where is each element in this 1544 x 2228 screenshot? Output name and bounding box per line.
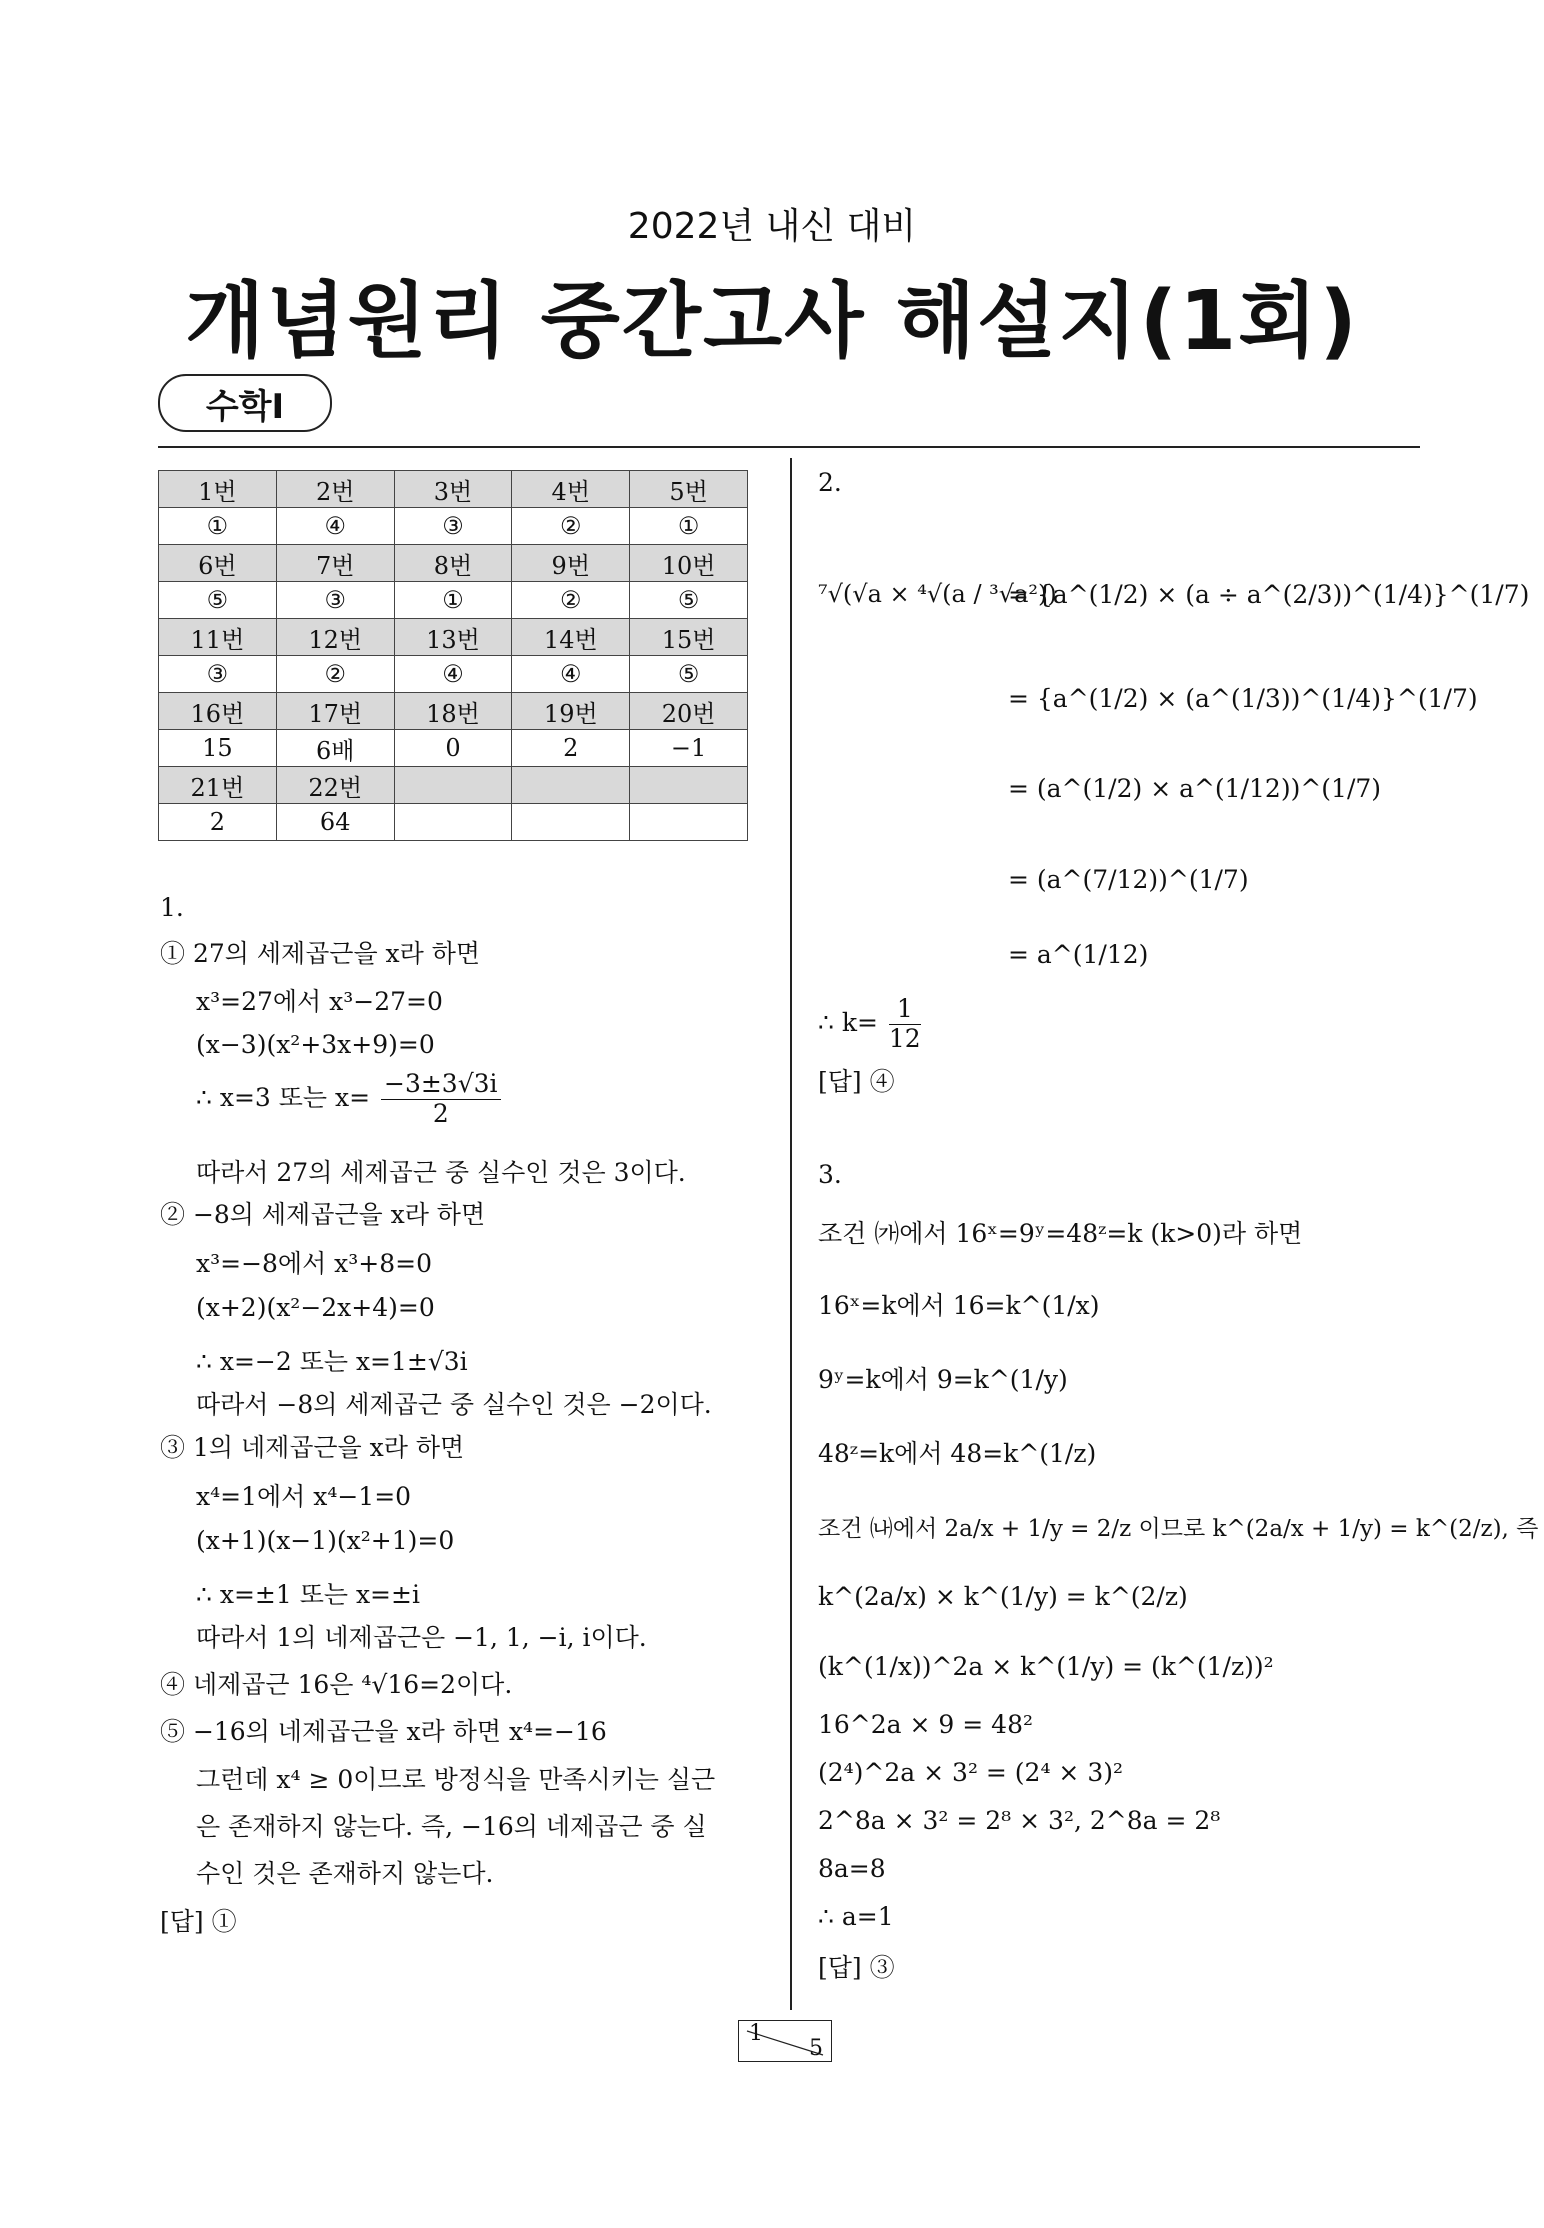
question-number-cell: 19번 — [512, 693, 630, 730]
answer-cell: ② — [512, 508, 630, 545]
answer-cell: −1 — [630, 730, 748, 767]
question-number-cell: 20번 — [630, 693, 748, 730]
sol2-k-fraction — [889, 995, 921, 1054]
question-number-cell: 7번 — [276, 545, 394, 582]
answer-table-header-row — [159, 619, 748, 656]
sol2-k-denominator: 12 — [888, 1023, 921, 1053]
sol1-step2-eq3: ∴ x=−2 또는 x=1±√3i — [196, 1347, 468, 1376]
header-divider — [158, 446, 1420, 448]
question-number-cell: 13번 — [394, 619, 512, 656]
sol1-step1-eq3 — [196, 1070, 504, 1129]
exam-supertitle: 2022년 내신 대비 — [627, 206, 917, 247]
answer-cell: ② — [276, 656, 394, 693]
page-number: 1 — [749, 2021, 763, 2046]
sol1-step3-eq2: (x+1)(x−1)(x²+1)=0 — [196, 1526, 455, 1555]
answer-cell: ⑤ — [630, 656, 748, 693]
page-total: 5 — [809, 2036, 823, 2061]
question-number-cell: 21번 — [159, 767, 277, 804]
sol3-answer: [답] ③ — [818, 1953, 895, 1982]
question-number-cell: 2번 — [276, 471, 394, 508]
answer-cell — [394, 804, 512, 841]
sol1-step5-head: ⑤ −16의 네제곱근을 x라 하면 x⁴=−16 — [160, 1717, 607, 1746]
sol3-line5: 조건 ㈏에서 2a/x + 1/y = 2/z 이므로 k^(2a/x + 1/y) = k^(2/z), 즉 — [818, 1516, 1539, 1542]
solution-3-number: 3. — [818, 1160, 842, 1189]
question-number-cell: 17번 — [276, 693, 394, 730]
answer-table — [158, 470, 748, 841]
answer-table-header-row — [159, 693, 748, 730]
answer-cell: 2 — [159, 804, 277, 841]
sol1-step2-eq2: (x+2)(x²−2x+4)=0 — [196, 1293, 435, 1322]
question-number-cell: 16번 — [159, 693, 277, 730]
answer-cell: 0 — [394, 730, 512, 767]
sol3-line12: ∴ a=1 — [818, 1902, 894, 1931]
sol1-step3-head: ③ 1의 네제곱근을 x라 하면 — [160, 1433, 465, 1462]
sol1-step2-head: ② −8의 세제곱근을 x라 하면 — [160, 1200, 486, 1229]
sol1-step3-conclusion: 따라서 1의 네제곱근은 −1, 1, −i, i이다. — [196, 1623, 647, 1652]
question-number-cell: 14번 — [512, 619, 630, 656]
answer-cell: ④ — [276, 508, 394, 545]
sol1-answer: [답] ① — [160, 1907, 237, 1936]
answer-cell — [512, 804, 630, 841]
sol1-step3-eq3: ∴ x=±1 또는 x=±i — [196, 1580, 420, 1609]
answer-table-answer-row — [159, 656, 748, 693]
question-number-cell: 12번 — [276, 619, 394, 656]
answer-table-answer-row — [159, 508, 748, 545]
solution-1-number: 1. — [160, 893, 184, 922]
question-number-cell: 10번 — [630, 545, 748, 582]
page-title: 개념원리 중간고사 해설지(1회) — [185, 274, 1359, 369]
answer-cell: ④ — [394, 656, 512, 693]
question-number-cell: 9번 — [512, 545, 630, 582]
sol1-step1-head: ① 27의 세제곱근을 x라 하면 — [160, 939, 481, 968]
sol1-eq3-numerator: −3±3√3i — [381, 1070, 501, 1100]
question-number-cell: 15번 — [630, 619, 748, 656]
answer-cell: ③ — [276, 582, 394, 619]
sol3-line10: 2^8a × 3² = 2⁸ × 3², 2^8a = 2⁸ — [818, 1806, 1221, 1835]
question-number-cell: 18번 — [394, 693, 512, 730]
column-divider — [790, 458, 792, 2010]
sol1-step1-eq1: x³=27에서 x³−27=0 — [196, 987, 443, 1016]
question-number-cell: 1번 — [159, 471, 277, 508]
answer-cell: 6배 — [276, 730, 394, 767]
sol1-step3-eq1: x⁴=1에서 x⁴−1=0 — [196, 1482, 412, 1511]
sol1-step5-line3: 수인 것은 존재하지 않는다. — [196, 1859, 494, 1888]
answer-table-answer-row — [159, 804, 748, 841]
page-indicator — [738, 2020, 832, 2062]
sol1-eq3-fraction — [381, 1070, 501, 1129]
sol3-line8: 16^2a × 9 = 48² — [818, 1710, 1033, 1739]
answer-cell: ② — [512, 582, 630, 619]
question-number-cell: 4번 — [512, 471, 630, 508]
answer-table-answer-row — [159, 730, 748, 767]
sol2-step1: = {a^(1/2) × (a ÷ a^(2/3))^(1/4)}^(1/7) — [1008, 580, 1530, 609]
sol2-step3: = (a^(1/2) × a^(1/12))^(1/7) — [1008, 774, 1382, 803]
answer-cell: ③ — [394, 508, 512, 545]
question-number-cell: 8번 — [394, 545, 512, 582]
sol2-lhs: ⁷√(√a × ⁴√(a / ³√a²)) — [818, 580, 1057, 608]
answer-cell — [630, 804, 748, 841]
sol3-line7: (k^(1/x))^2a × k^(1/y) = (k^(1/z))² — [818, 1652, 1274, 1681]
sol3-line4: 48ᶻ=k에서 48=k^(1/z) — [818, 1439, 1097, 1468]
sol2-k-numerator: 1 — [889, 995, 921, 1025]
sol2-k-prefix: ∴ k= — [818, 1007, 878, 1037]
sol3-line2: 16ˣ=k에서 16=k^(1/x) — [818, 1291, 1100, 1320]
sol1-eq3-prefix: ∴ x=3 또는 x= — [196, 1082, 371, 1112]
question-number-cell — [394, 767, 512, 804]
question-number-cell: 11번 — [159, 619, 277, 656]
answer-cell: ① — [394, 582, 512, 619]
answer-table-answer-row — [159, 582, 748, 619]
answer-cell: ① — [630, 508, 748, 545]
answer-cell: 64 — [276, 804, 394, 841]
question-number-cell — [630, 767, 748, 804]
question-number-cell: 3번 — [394, 471, 512, 508]
sol3-line6: k^(2a/x) × k^(1/y) = k^(2/z) — [818, 1582, 1188, 1611]
sol1-eq3-denominator: 2 — [432, 1098, 449, 1128]
solution-2-number: 2. — [818, 468, 842, 497]
sol1-step4: ④ 네제곱근 16은 ⁴√16=2이다. — [160, 1670, 513, 1699]
sol2-step5: = a^(1/12) — [1008, 940, 1149, 969]
answer-cell: ④ — [512, 656, 630, 693]
question-number-cell — [512, 767, 630, 804]
sol3-line11: 8a=8 — [818, 1854, 886, 1883]
answer-cell: ① — [159, 508, 277, 545]
sol1-step2-eq1: x³=−8에서 x³+8=0 — [196, 1249, 432, 1278]
sol2-k-result — [818, 995, 924, 1054]
answer-table-header-row — [159, 471, 748, 508]
subject-badge: 수학Ⅰ — [158, 374, 332, 432]
answer-cell: 15 — [159, 730, 277, 767]
sol2-step4: = (a^(7/12))^(1/7) — [1008, 865, 1249, 894]
question-number-cell: 6번 — [159, 545, 277, 582]
answer-table-header-row — [159, 545, 748, 582]
sol1-step5-line1: 그런데 x⁴ ≥ 0이므로 방정식을 만족시키는 실근 — [196, 1765, 716, 1794]
question-number-cell: 22번 — [276, 767, 394, 804]
sol2-answer: [답] ④ — [818, 1067, 895, 1096]
sol2-step2: = {a^(1/2) × (a^(1/3))^(1/4)}^(1/7) — [1008, 684, 1478, 713]
sol3-line3: 9ʸ=k에서 9=k^(1/y) — [818, 1365, 1068, 1394]
sol3-line1: 조건 ㈎에서 16ˣ=9ʸ=48ᶻ=k (k>0)라 하면 — [818, 1219, 1303, 1248]
sol1-step2-conclusion: 따라서 −8의 세제곱근 중 실수인 것은 −2이다. — [196, 1390, 712, 1419]
sol1-step1-conclusion: 따라서 27의 세제곱근 중 실수인 것은 3이다. — [196, 1158, 686, 1187]
answer-cell: 2 — [512, 730, 630, 767]
sol1-step5-line2: 은 존재하지 않는다. 즉, −16의 네제곱근 중 실 — [196, 1812, 707, 1841]
answer-cell: ③ — [159, 656, 277, 693]
sol3-line9: (2⁴)^2a × 3² = (2⁴ × 3)² — [818, 1758, 1124, 1787]
question-number-cell: 5번 — [630, 471, 748, 508]
answer-cell: ⑤ — [159, 582, 277, 619]
sol1-step1-eq2: (x−3)(x²+3x+9)=0 — [196, 1030, 435, 1059]
answer-cell: ⑤ — [630, 582, 748, 619]
answer-table-header-row — [159, 767, 748, 804]
